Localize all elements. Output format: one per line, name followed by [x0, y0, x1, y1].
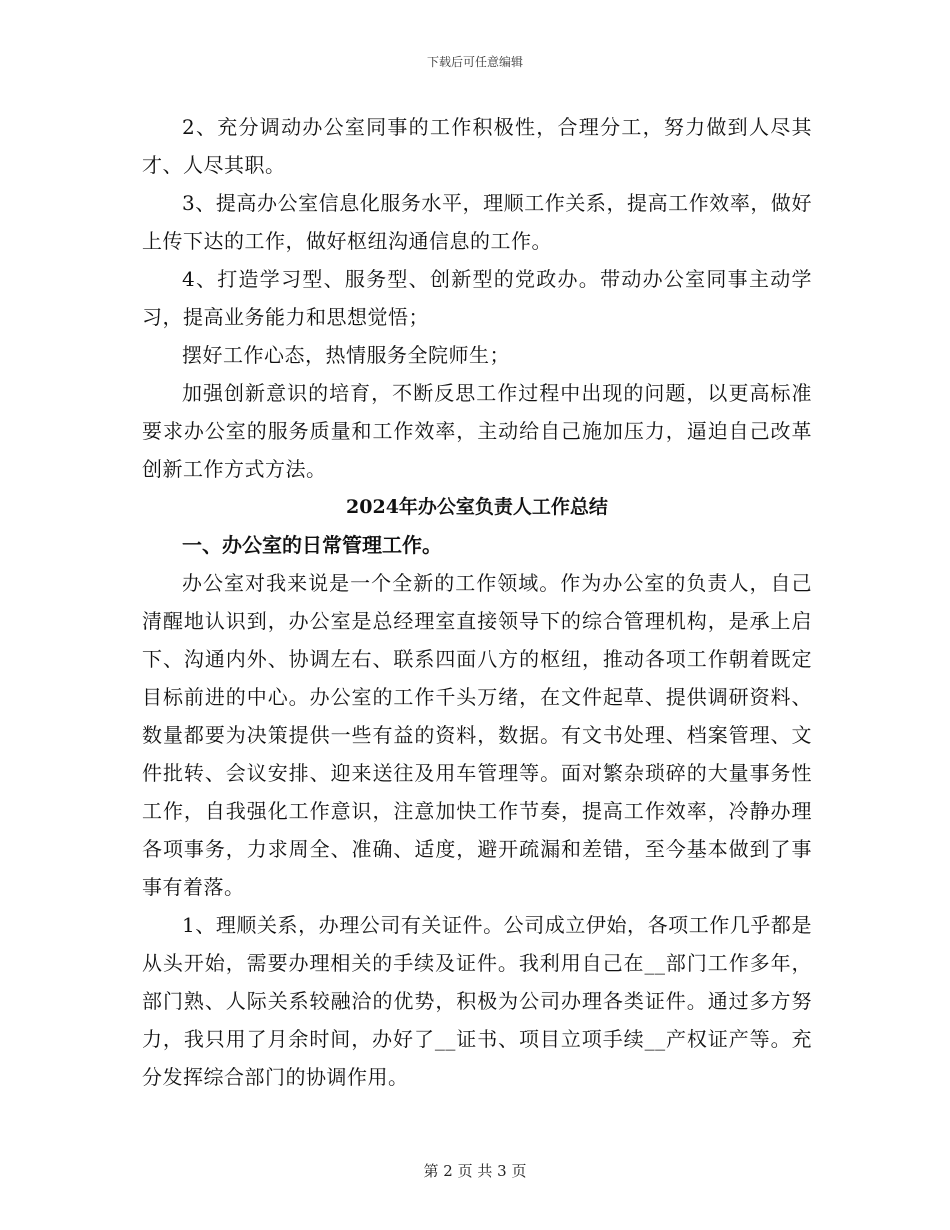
paragraph: 2、充分调动办公室同事的工作积极性，合理分工，努力做到人尽其才、人尽其职。	[142, 115, 812, 177]
page-footer: 第 2 页 共 3 页	[423, 1162, 527, 1180]
document-body	[142, 108, 812, 1096]
document-title: 2024年办公室负责人工作总结	[346, 496, 608, 518]
paragraph: 1、理顺关系，办理公司有关证件。公司成立伊始，各项工作几乎都是从头开始，需要办理相关的手续及证件。我利用自己在__部门工作多年，部门熟、人际关系较融洽的优势，积极为公司办理各类证件。通过多方努力，我只用了月余时间，办好了__证书、项目立项手续__产权证产等。充分发挥综合部门的协调作用。	[142, 913, 812, 1089]
paragraph: 加强创新意识的培育，不断反思工作过程中出现的问题，以更高标准要求办公室的服务质量和工作效率，主动给自己施加压力，逼迫自己改革创新工作方式方法。	[142, 381, 812, 481]
paragraph: 3、提高办公室信息化服务水平，理顺工作关系，提高工作效率，做好上传下达的工作，做好枢纽沟通信息的工作。	[142, 191, 812, 253]
page-header: 下载后可任意编辑	[426, 55, 523, 69]
paragraph: 摆好工作心态，热情服务全院师生；	[182, 343, 510, 367]
section-heading: 一、办公室的日常管理工作。	[182, 533, 442, 557]
paragraph: 4、打造学习型、服务型、创新型的党政办。带动办公室同事主动学习，提高业务能力和思想觉悟；	[142, 267, 812, 329]
paragraph: 办公室对我来说是一个全新的工作领域。作为办公室的负责人，自己清醒地认识到，办公室是总经理室直接领导下的综合管理机构，是承上启下、沟通内外、协调左右、联系四面八方的枢纽，推动各项工作朝着既定目标前进的中心。办公室的工作千头万绪，在文件起草、提供调研资料、数量都要为决策提供一些有益的资料，数据。有文书处理、档案管理、文件批转、会议安排、迎来送往及用车管理等。面对繁杂琐碎的大量事务性工作，自我强化工作意识，注意加快工作节奏，提高工作效率，冷静办理各项事务，力求周全、准确、适度，避开疏漏和差错，至今基本做到了事事有着落。	[142, 571, 812, 899]
